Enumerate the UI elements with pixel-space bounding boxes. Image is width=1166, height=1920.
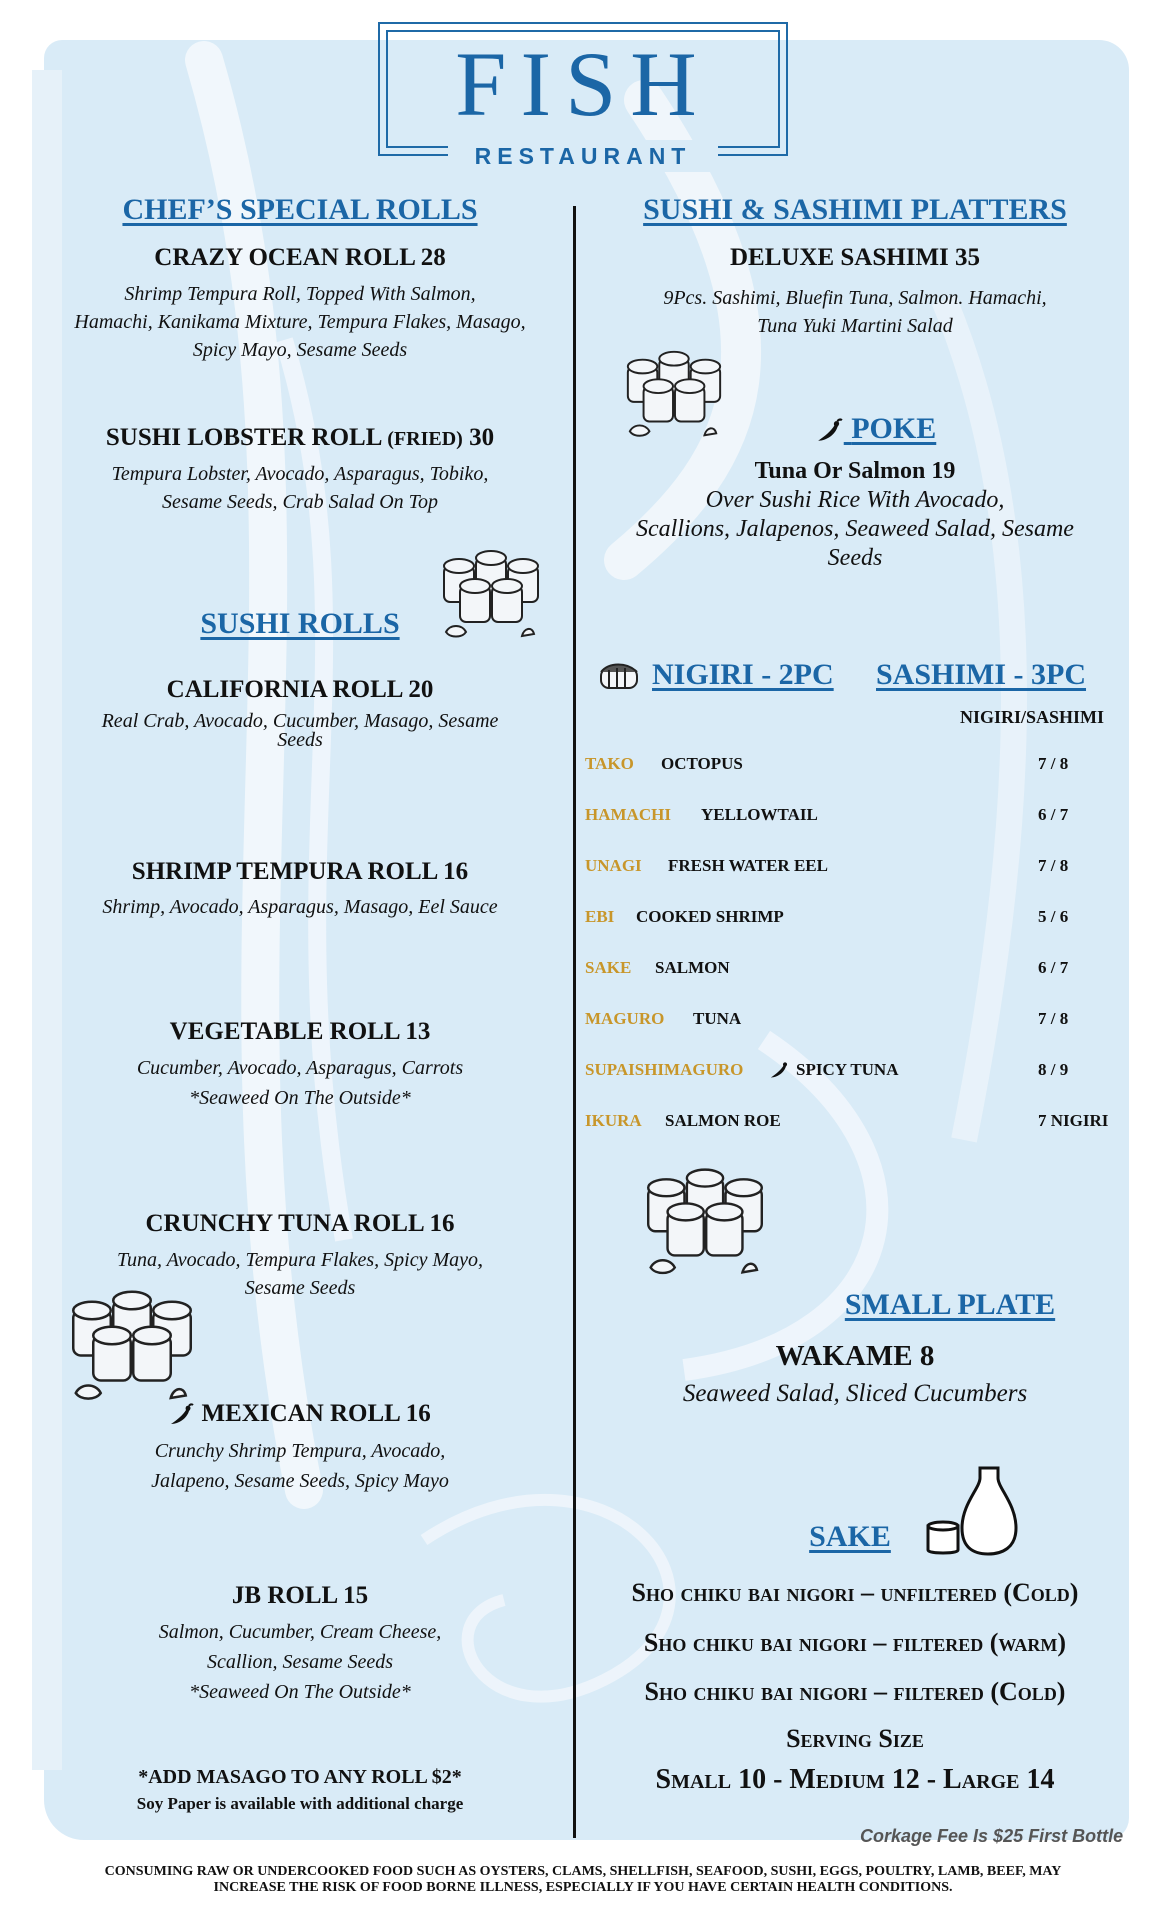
nigiri-english-name: COOKED SHRIMP: [636, 907, 784, 926]
sake-option: Sho chiku bai nigori – filtered (warm): [643, 1628, 1067, 1657]
small-plate-title: SMALL PLATE: [844, 1288, 1056, 1321]
serving-size-title: Serving Size: [786, 1724, 924, 1753]
nigiri-japanese-name: SAKE: [585, 958, 632, 977]
desc-line: 9Pcs. Sashimi, Bluefin Tuna, Salmon. Hamachi,: [663, 287, 1047, 309]
nigiri-icon: [597, 660, 641, 694]
chili-pepper-icon: [816, 418, 844, 444]
nigiri-price: 7 / 8: [1038, 1009, 1069, 1028]
nigiri-english-name: FRESH WATER EEL: [668, 856, 828, 875]
desc-line: Tuna, Avocado, Tempura Flakes, Spicy Mayo,: [116, 1249, 484, 1271]
nigiri-row: [585, 907, 1125, 937]
nigiri-price: 6 / 7: [1038, 805, 1069, 824]
nigiri-row: [585, 1060, 1125, 1090]
nigiri-row: [585, 958, 1125, 988]
nigiri-english-name: YELLOWTAIL: [701, 805, 818, 824]
nigiri-japanese-name: IKURA: [585, 1111, 642, 1130]
desc-line: Seeds: [277, 729, 323, 751]
sushi-roll-illustration: [62, 1288, 202, 1408]
disclaimer-line: INCREASE THE RISK OF FOOD BORNE ILLNESS, ESPECIALLY IF YOU HAVE CERTAIN HEALTH CONDITIONS.: [213, 1880, 953, 1895]
nigiri-japanese-name: SUPAISHIMAGURO: [585, 1060, 744, 1079]
poke-title: [776, 412, 976, 446]
desc-line: Seeds: [827, 545, 883, 571]
desc-line: Shrimp Tempura Roll, Topped With Salmon,: [124, 283, 476, 305]
restaurant-logo: [378, 22, 788, 169]
platters-title: SUSHI & SASHIMI PLATTERS: [643, 193, 1067, 226]
california-roll-desc: [50, 712, 550, 750]
desc-line: Scallions, Jalapenos, Seaweed Salad, Sesame: [636, 516, 1074, 542]
nigiri-japanese-name: TAKO: [585, 754, 634, 773]
sushi-roll-illustration: [620, 348, 728, 444]
nigiri-japanese-name: UNAGI: [585, 856, 642, 875]
desc-line: Scallion, Sesame Seeds: [206, 1651, 394, 1673]
nigiri-japanese-name: EBI: [585, 907, 615, 926]
desc-line: *Seaweed On The Outside*: [189, 1681, 411, 1703]
desc-line: *Seaweed On The Outside*: [189, 1087, 411, 1109]
jb-roll-name: JB ROLL 15: [231, 1582, 369, 1609]
jb-roll-desc: [50, 1617, 550, 1707]
nigiri-price: 7 NIGIRI: [1038, 1111, 1109, 1130]
deluxe-sashimi-desc: [600, 284, 1110, 340]
desc-line: Shrimp, Avocado, Asparagus, Masago, Eel Sauce: [102, 896, 498, 918]
desc-line: Salmon, Cucumber, Cream Cheese,: [158, 1621, 442, 1643]
deluxe-sashimi-name: DELUXE SASHIMI 35: [729, 244, 981, 271]
sake-bottle-icon: [924, 1464, 1020, 1558]
nigiri-price: 6 / 7: [1038, 958, 1069, 977]
food-safety-disclaimer: [40, 1864, 1126, 1896]
lobster-roll-name: [50, 424, 550, 452]
nigiri-japanese-name: MAGURO: [585, 1009, 665, 1028]
crazy-ocean-name: CRAZY OCEAN ROLL 28: [154, 244, 446, 271]
desc-line: Spicy Mayo, Sesame Seeds: [192, 339, 408, 361]
nigiri-title: NIGIRI - 2PC: [652, 658, 834, 691]
logo-title: FISH: [455, 33, 711, 135]
nigiri-english-name: SPICY TUNA: [796, 1060, 899, 1079]
logo-subtitle: RESTAURANT: [448, 140, 718, 172]
desc-line: Hamachi, Kanikama Mixture, Tempura Flakes, Masago,: [74, 311, 526, 333]
vegetable-roll-name: VEGETABLE ROLL 13: [169, 1018, 431, 1045]
mexican-roll-title: MEXICAN ROLL 16: [201, 1400, 431, 1427]
nigiri-row: [585, 856, 1125, 886]
sake-title: SAKE: [809, 1520, 891, 1553]
sake-option: Sho chiku bai nigori – unfiltered (Cold): [631, 1578, 1079, 1607]
nigiri-sashimi-header: NIGIRI/SASHIMI: [960, 707, 1105, 727]
poke-name: Tuna Or Salmon 19: [754, 458, 956, 484]
serving-sizes: Small 10 - Medium 12 - Large 14: [655, 1764, 1055, 1795]
california-roll-name: CALIFORNIA ROLL 20: [166, 676, 434, 703]
desc-line: Tuna Yuki Martini Salad: [757, 315, 953, 337]
chili-pepper-icon: [769, 1060, 791, 1080]
nigiri-price: 7 / 8: [1038, 754, 1069, 773]
wakame-desc: Seaweed Salad, Sliced Cucumbers: [682, 1380, 1028, 1407]
sashimi-title: SASHIMI - 3PC: [876, 658, 1087, 691]
desc-line: Jalapeno, Sesame Seeds, Spicy Mayo: [151, 1470, 449, 1492]
crazy-ocean-desc: [50, 280, 550, 364]
desc-line: Cucumber, Avocado, Asparagus, Carrots: [136, 1057, 464, 1079]
shrimp-tempura-roll-desc: [50, 893, 550, 921]
wakame-name: WAKAME 8: [775, 1340, 935, 1372]
nigiri-english-name: OCTOPUS: [661, 754, 743, 773]
sushi-roll-illustration: [436, 548, 546, 644]
desc-line: Over Sushi Rice With Avocado,: [705, 487, 1005, 513]
masago-note: *ADD MASAGO TO ANY ROLL $2*: [138, 1766, 462, 1788]
nigiri-price: 7 / 8: [1038, 856, 1069, 875]
sushi-roll-illustration: [638, 1166, 772, 1282]
desc-line: Crunchy Shrimp Tempura, Avocado,: [154, 1440, 446, 1462]
nigiri-row: [585, 805, 1125, 835]
nigiri-japanese-name: HAMACHI: [585, 805, 671, 824]
desc-line: Sesame Seeds: [244, 1277, 356, 1299]
desc-line: Sesame Seeds, Crab Salad On Top: [162, 491, 438, 513]
column-divider: [573, 206, 576, 1838]
nigiri-english-name: SALMON ROE: [665, 1111, 781, 1130]
corkage-fee: Corkage Fee Is $25 First Bottle: [860, 1826, 1124, 1846]
sake-option: Sho chiku bai nigori – filtered (Cold): [644, 1677, 1066, 1706]
desc-line: Real Crab, Avocado, Cucumber, Masago, Sesame: [101, 710, 499, 732]
vegetable-roll-desc: [50, 1053, 550, 1113]
desc-line: Tempura Lobster, Avocado, Asparagus, Tobiko,: [111, 463, 489, 485]
nigiri-price: 5 / 6: [1038, 907, 1069, 926]
lobster-roll-price: 30: [469, 424, 495, 451]
nigiri-price: 8 / 9: [1038, 1060, 1069, 1079]
nigiri-row: [585, 1111, 1125, 1141]
crunchy-tuna-roll-name: CRUNCHY TUNA ROLL 16: [145, 1210, 455, 1237]
poke-desc: [600, 486, 1110, 573]
lobster-roll-title: SUSHI LOBSTER ROLL: [105, 424, 382, 451]
soy-paper-note: Soy Paper is available with additional charge: [136, 1794, 464, 1813]
sushi-rolls-title: SUSHI ROLLS: [200, 607, 400, 640]
nigiri-row: [585, 1009, 1125, 1039]
nigiri-english-name: SALMON: [655, 958, 730, 977]
shrimp-tempura-roll-name: SHRIMP TEMPURA ROLL 16: [131, 858, 469, 885]
lobster-fried-tag: (FRIED): [387, 428, 463, 450]
nigiri-row: [585, 754, 1125, 784]
lobster-roll-desc: [50, 460, 550, 516]
poke-title-text: POKE: [851, 412, 937, 445]
chefs-special-title: CHEF’S SPECIAL ROLLS: [122, 193, 478, 226]
mexican-roll-desc: [50, 1436, 550, 1496]
nigiri-english-name: TUNA: [693, 1009, 742, 1028]
disclaimer-line: CONSUMING RAW OR UNDERCOOKED FOOD SUCH AS OYSTERS, CLAMS, SHELLFISH, SEAFOOD, SUSHI, EGGS, POULTRY, LAMB, BEEF, MAY: [104, 1864, 1062, 1879]
